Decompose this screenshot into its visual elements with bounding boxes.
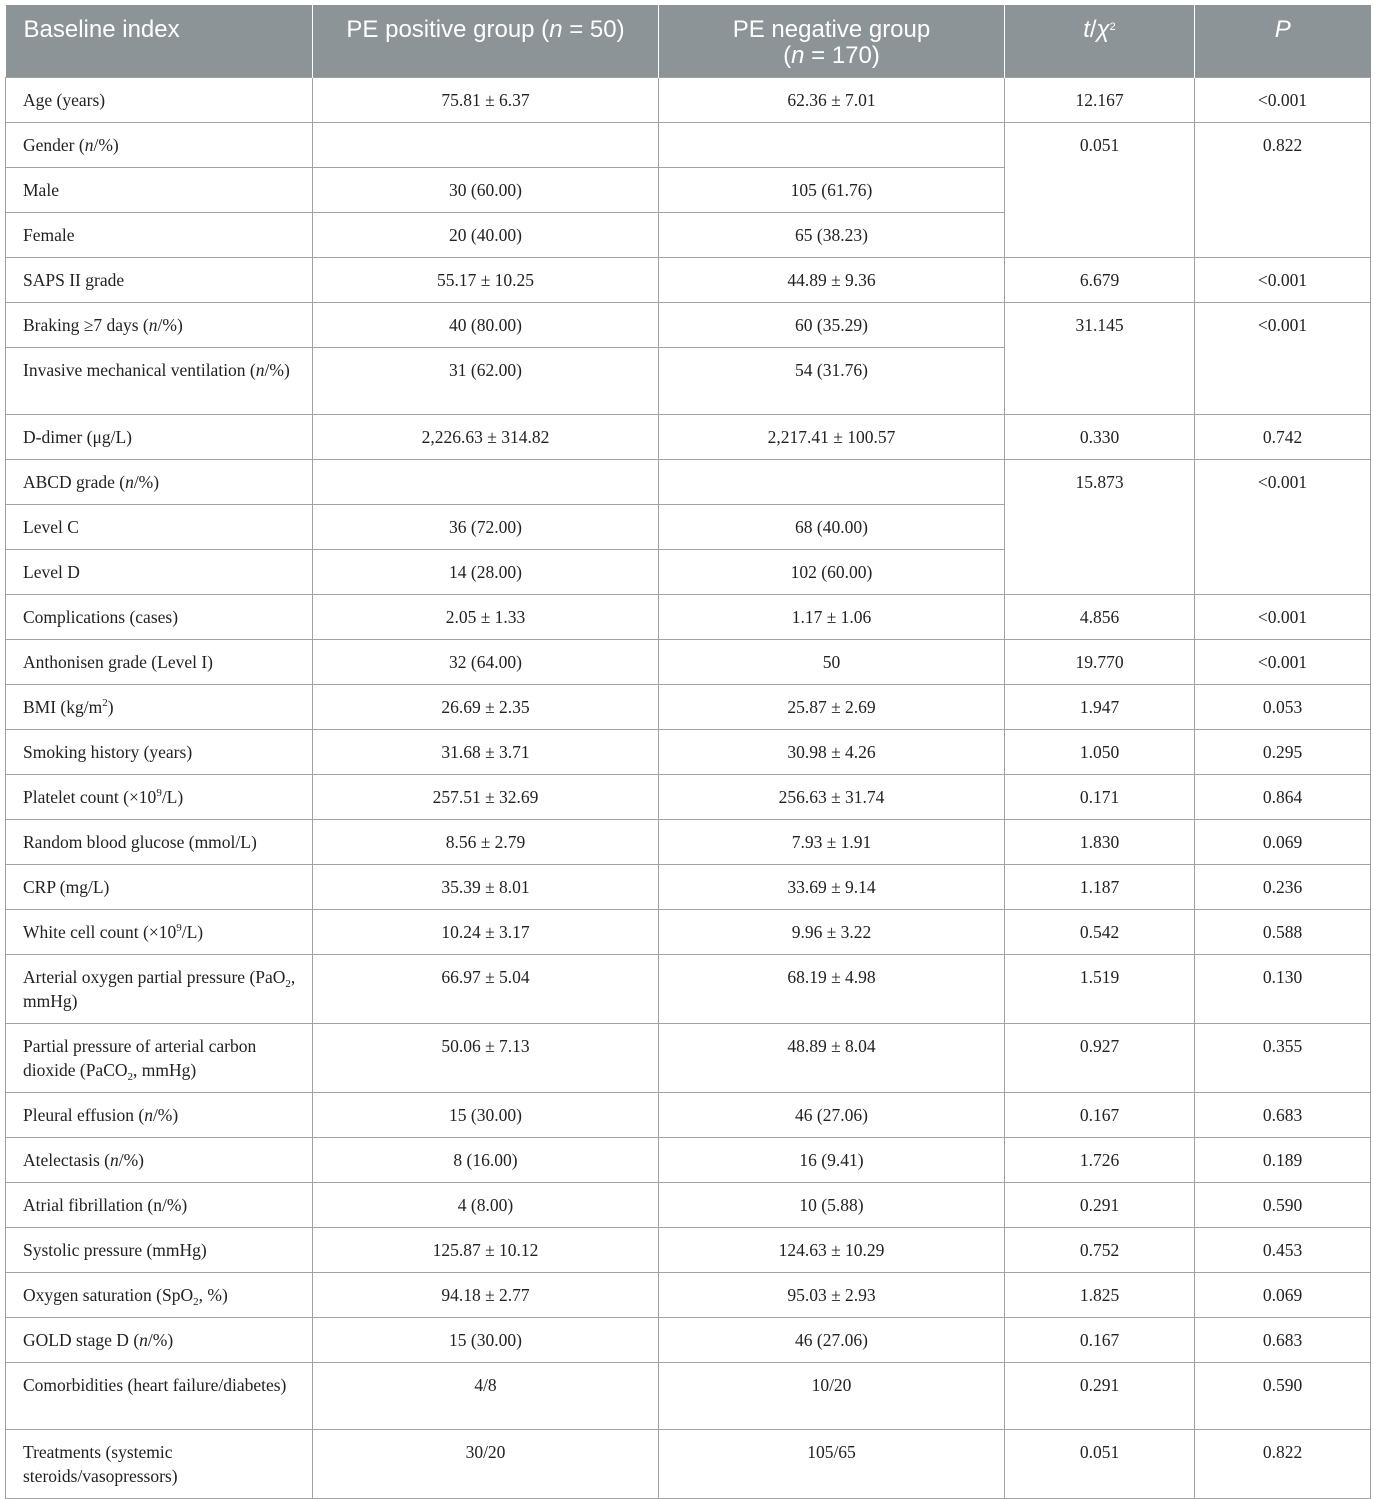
label-pre: GOLD stage D ( <box>23 1330 140 1350</box>
label-n: n <box>84 135 94 155</box>
label-post: , mmHg) <box>133 1060 197 1080</box>
table-row-comorbidities <box>6 1363 1371 1430</box>
table-row-bmi <box>6 685 1371 730</box>
pos-value: 2.05 ± 1.33 <box>313 595 659 640</box>
header-chi: χ <box>1096 16 1110 43</box>
table-row-pao2 <box>6 955 1371 1024</box>
t-value: 1.519 <box>1005 955 1195 1024</box>
header-neg-line1: PE negative group <box>732 16 931 43</box>
label-pre: ABCD grade ( <box>23 472 126 492</box>
neg-value: 65 (38.23) <box>659 213 1005 258</box>
table-row-wbc <box>6 910 1371 955</box>
row-label: Random blood glucose (mmol/L) <box>6 820 313 865</box>
table-row-abcd <box>6 460 1371 505</box>
pos-value: 15 (30.00) <box>313 1093 659 1138</box>
row-label <box>6 955 313 1024</box>
row-label <box>6 303 313 348</box>
neg-value: 256.63 ± 31.74 <box>659 775 1005 820</box>
label-sup: 2 <box>102 697 108 709</box>
neg-value: 46 (27.06) <box>659 1093 1005 1138</box>
table-row-crp <box>6 865 1371 910</box>
label-post: /L) <box>161 787 184 807</box>
pos-value: 14 (28.00) <box>313 550 659 595</box>
label-post: /%) <box>133 472 160 492</box>
header-pos-pre: PE positive group ( <box>346 16 550 43</box>
t-value: 1.830 <box>1005 820 1195 865</box>
pos-value: 125.87 ± 10.12 <box>313 1228 659 1273</box>
pos-value: 15 (30.00) <box>313 1318 659 1363</box>
neg-value: 2,217.41 ± 100.57 <box>659 415 1005 460</box>
t-value: 0.167 <box>1005 1318 1195 1363</box>
neg-value: 25.87 ± 2.69 <box>659 685 1005 730</box>
header-p-value: P <box>1195 5 1371 78</box>
pos-value: 75.81 ± 6.37 <box>313 78 659 123</box>
label-post: /%) <box>147 1330 174 1350</box>
p-value: 0.069 <box>1195 820 1371 865</box>
p-value: 0.069 <box>1195 1273 1371 1318</box>
row-label: Level D <box>6 550 313 595</box>
p-value: <0.001 <box>1195 78 1371 123</box>
label-pre: Partial pressure of arterial carbon dioxide (PaCO <box>23 1036 257 1080</box>
table-row-anthonisen <box>6 640 1371 685</box>
table-row-saps <box>6 258 1371 303</box>
neg-value: 1.17 ± 1.06 <box>659 595 1005 640</box>
pos-value: 30 (60.00) <box>313 168 659 213</box>
row-label: Comorbidities (heart failure/diabetes) <box>6 1363 313 1430</box>
label-n: n <box>125 472 134 492</box>
header-neg-pre: ( <box>783 42 792 69</box>
row-label: Complications (cases) <box>6 595 313 640</box>
p-value: 0.130 <box>1195 955 1371 1024</box>
row-label <box>6 685 313 730</box>
label-post: , %) <box>198 1285 228 1305</box>
t-value: 15.873 <box>1005 460 1195 595</box>
header-chi-sup: 2 <box>1109 21 1116 33</box>
neg-value: 105/65 <box>659 1430 1005 1499</box>
row-label: Systolic pressure (mmHg) <box>6 1228 313 1273</box>
table-row-spo2 <box>6 1273 1371 1318</box>
table-row-glucose <box>6 820 1371 865</box>
table-row-atelectasis <box>6 1138 1371 1183</box>
label-pre: Arterial oxygen partial pressure (PaO <box>23 967 286 987</box>
header-neg-n: n <box>791 42 805 69</box>
t-value: 4.856 <box>1005 595 1195 640</box>
label-post: /%) <box>152 1105 179 1125</box>
label-sup: 9 <box>156 787 162 799</box>
t-value: 19.770 <box>1005 640 1195 685</box>
table-row-gender <box>6 123 1371 168</box>
pos-value: 50.06 ± 7.13 <box>313 1024 659 1093</box>
neg-value: 54 (31.76) <box>659 348 1005 415</box>
p-value: 0.295 <box>1195 730 1371 775</box>
table-row-age <box>6 78 1371 123</box>
p-value: <0.001 <box>1195 595 1371 640</box>
row-label: CRP (mg/L) <box>6 865 313 910</box>
table-row-treatments <box>6 1430 1371 1499</box>
t-value: 1.947 <box>1005 685 1195 730</box>
header-t: t <box>1083 16 1090 43</box>
row-label <box>6 1318 313 1363</box>
pos-value <box>313 123 659 168</box>
label-post: ) <box>107 697 114 717</box>
p-value: 0.822 <box>1195 1430 1371 1499</box>
label-pre: Oxygen saturation (SpO <box>23 1285 194 1305</box>
baseline-table-container <box>5 5 1370 1499</box>
pos-value: 26.69 ± 2.35 <box>313 685 659 730</box>
p-value: 0.588 <box>1195 910 1371 955</box>
header-baseline-index: Baseline index <box>6 5 313 78</box>
neg-value: 10 (5.88) <box>659 1183 1005 1228</box>
label-n: n <box>109 1150 119 1170</box>
t-value: 1.050 <box>1005 730 1195 775</box>
table-header <box>6 5 1371 78</box>
neg-value: 10/20 <box>659 1363 1005 1430</box>
p-value: 0.683 <box>1195 1093 1371 1138</box>
label-pre: Invasive mechanical ventilation ( <box>23 360 256 380</box>
pos-value: 40 (80.00) <box>313 303 659 348</box>
t-value: 0.167 <box>1005 1093 1195 1138</box>
t-value: 0.171 <box>1005 775 1195 820</box>
table-row-braking <box>6 303 1371 348</box>
p-value: <0.001 <box>1195 303 1371 415</box>
header-pos-post: = 50) <box>562 16 625 43</box>
p-value: <0.001 <box>1195 460 1371 595</box>
row-label: Level C <box>6 505 313 550</box>
header-neg-post: = 170) <box>804 42 880 69</box>
row-label: Female <box>6 213 313 258</box>
row-label <box>6 1093 313 1138</box>
neg-value: 60 (35.29) <box>659 303 1005 348</box>
table-body <box>6 78 1371 1499</box>
label-post: /%) <box>93 135 119 155</box>
pos-value: 20 (40.00) <box>313 213 659 258</box>
table-row-complications <box>6 595 1371 640</box>
neg-value: 48.89 ± 8.04 <box>659 1024 1005 1093</box>
pos-value: 4 (8.00) <box>313 1183 659 1228</box>
row-label <box>6 1273 313 1318</box>
row-label <box>6 348 313 415</box>
pos-value: 31.68 ± 3.71 <box>313 730 659 775</box>
neg-value <box>659 123 1005 168</box>
row-label <box>6 123 313 168</box>
t-value: 6.679 <box>1005 258 1195 303</box>
p-value: <0.001 <box>1195 640 1371 685</box>
label-n: n <box>139 1330 148 1350</box>
neg-value: 46 (27.06) <box>659 1318 1005 1363</box>
label-sub: 2 <box>127 1071 134 1083</box>
table-row-sbp <box>6 1228 1371 1273</box>
pos-value: 36 (72.00) <box>313 505 659 550</box>
p-value: 0.590 <box>1195 1183 1371 1228</box>
row-label: D-dimer (μg/L) <box>6 415 313 460</box>
header-pe-positive-group <box>313 5 659 78</box>
row-label: Smoking history (years) <box>6 730 313 775</box>
label-post: /%) <box>157 315 183 335</box>
pos-value: 8 (16.00) <box>313 1138 659 1183</box>
label-sup: 9 <box>176 922 182 934</box>
neg-value: 50 <box>659 640 1005 685</box>
neg-value <box>659 460 1005 505</box>
row-label <box>6 1138 313 1183</box>
p-value: 0.453 <box>1195 1228 1371 1273</box>
header-slash: / <box>1089 16 1097 43</box>
p-value: 0.822 <box>1195 123 1371 258</box>
t-value: 1.726 <box>1005 1138 1195 1183</box>
row-label <box>6 1024 313 1093</box>
t-value: 31.145 <box>1005 303 1195 415</box>
neg-value: 44.89 ± 9.36 <box>659 258 1005 303</box>
pos-value: 55.17 ± 10.25 <box>313 258 659 303</box>
row-label: SAPS II grade <box>6 258 313 303</box>
row-label: Treatments (systemic steroids/vasopressors) <box>6 1430 313 1499</box>
t-value: 0.291 <box>1005 1183 1195 1228</box>
label-n: n <box>144 1105 153 1125</box>
label-pre: White cell count (×10 <box>23 922 177 942</box>
pos-value: 8.56 ± 2.79 <box>313 820 659 865</box>
label-post: /L) <box>181 922 204 942</box>
table-row-pleural <box>6 1093 1371 1138</box>
label-post: , mmHg) <box>23 967 296 1011</box>
t-value: 0.051 <box>1005 1430 1195 1499</box>
pos-value: 32 (64.00) <box>313 640 659 685</box>
table-row-platelet <box>6 775 1371 820</box>
p-value: <0.001 <box>1195 258 1371 303</box>
pos-value: 31 (62.00) <box>313 348 659 415</box>
pos-value: 94.18 ± 2.77 <box>313 1273 659 1318</box>
table-row-afib <box>6 1183 1371 1228</box>
label-pre: Gender ( <box>23 135 85 155</box>
neg-value: 62.36 ± 7.01 <box>659 78 1005 123</box>
t-value: 0.291 <box>1005 1363 1195 1430</box>
t-value: 0.330 <box>1005 415 1195 460</box>
t-value: 0.051 <box>1005 123 1195 258</box>
neg-value: 33.69 ± 9.14 <box>659 865 1005 910</box>
label-sub: 2 <box>285 978 291 990</box>
row-label: Age (years) <box>6 78 313 123</box>
table-row-ddimer <box>6 415 1371 460</box>
neg-value: 68 (40.00) <box>659 505 1005 550</box>
p-value: 0.683 <box>1195 1318 1371 1363</box>
label-pre: Atelectasis ( <box>23 1150 110 1170</box>
neg-value: 7.93 ± 1.91 <box>659 820 1005 865</box>
label-pre: Platelet count (×10 <box>23 787 157 807</box>
pos-value: 4/8 <box>313 1363 659 1430</box>
neg-value: 102 (60.00) <box>659 550 1005 595</box>
pos-value: 10.24 ± 3.17 <box>313 910 659 955</box>
pos-value: 35.39 ± 8.01 <box>313 865 659 910</box>
row-label: Atrial fibrillation (n/%) <box>6 1183 313 1228</box>
label-n: n <box>255 360 265 380</box>
header-t-chi2 <box>1005 5 1195 78</box>
neg-value: 95.03 ± 2.93 <box>659 1273 1005 1318</box>
t-value: 1.825 <box>1005 1273 1195 1318</box>
t-value: 12.167 <box>1005 78 1195 123</box>
label-post: /%) <box>118 1150 145 1170</box>
label-post: /%) <box>264 360 290 380</box>
header-row <box>6 5 1371 78</box>
row-label: Male <box>6 168 313 213</box>
table-row-paco2 <box>6 1024 1371 1093</box>
row-label: Anthonisen grade (Level I) <box>6 640 313 685</box>
t-value: 0.752 <box>1005 1228 1195 1273</box>
neg-value: 68.19 ± 4.98 <box>659 955 1005 1024</box>
row-label <box>6 910 313 955</box>
neg-value: 105 (61.76) <box>659 168 1005 213</box>
p-value: 0.189 <box>1195 1138 1371 1183</box>
p-value: 0.590 <box>1195 1363 1371 1430</box>
p-value: 0.236 <box>1195 865 1371 910</box>
label-sub: 2 <box>193 1296 199 1308</box>
pos-value: 257.51 ± 32.69 <box>313 775 659 820</box>
neg-value: 16 (9.41) <box>659 1138 1005 1183</box>
t-value: 1.187 <box>1005 865 1195 910</box>
label-pre: Braking ≥7 days ( <box>23 315 149 335</box>
p-value: 0.864 <box>1195 775 1371 820</box>
header-pos-n: n <box>549 16 563 43</box>
pos-value <box>313 460 659 505</box>
pos-value: 66.97 ± 5.04 <box>313 955 659 1024</box>
label-pre: Pleural effusion ( <box>23 1105 145 1125</box>
baseline-characteristics-table <box>5 5 1371 1499</box>
table-row-gold <box>6 1318 1371 1363</box>
p-value: 0.742 <box>1195 415 1371 460</box>
row-label <box>6 460 313 505</box>
neg-value: 124.63 ± 10.29 <box>659 1228 1005 1273</box>
t-value: 0.927 <box>1005 1024 1195 1093</box>
p-value: 0.355 <box>1195 1024 1371 1093</box>
t-value: 0.542 <box>1005 910 1195 955</box>
table-row-smoking <box>6 730 1371 775</box>
header-pe-negative-group <box>659 5 1005 78</box>
pos-value: 30/20 <box>313 1430 659 1499</box>
label-pre: BMI (kg/m <box>23 697 103 717</box>
neg-value: 30.98 ± 4.26 <box>659 730 1005 775</box>
p-value: 0.053 <box>1195 685 1371 730</box>
neg-value: 9.96 ± 3.22 <box>659 910 1005 955</box>
row-label <box>6 775 313 820</box>
pos-value: 2,226.63 ± 314.82 <box>313 415 659 460</box>
label-n: n <box>148 315 158 335</box>
